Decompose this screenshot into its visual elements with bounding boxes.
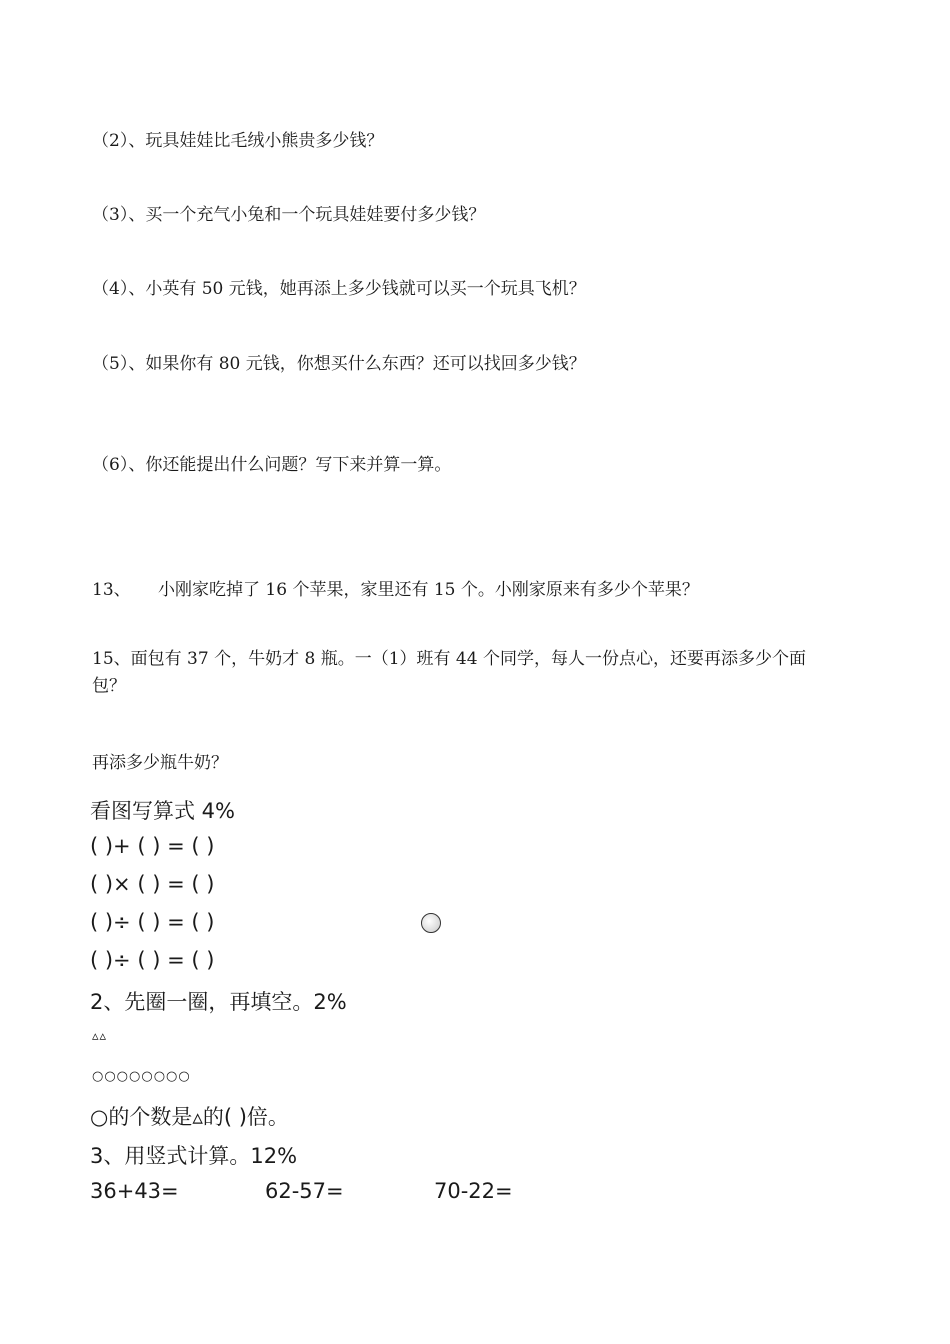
equation-row: ( )÷ ( ) = ( ) bbox=[90, 948, 215, 972]
equation-row: ( )÷ ( ) = ( ) bbox=[90, 910, 215, 934]
problem-13-text: 小刚家吃掉了 16 个苹果，家里还有 15 个。小刚家原来有多少个苹果？ bbox=[158, 580, 699, 600]
equation-row: ( )× ( ) = ( ) bbox=[90, 872, 215, 896]
problem-13-number: 13、 bbox=[92, 580, 131, 600]
calc-item: 36+43= bbox=[90, 1179, 179, 1203]
question-5: （5）、如果你有 80 元钱，你想买什么东西？还可以找回多少钱？ bbox=[92, 354, 586, 374]
question-4: （4）、小英有 50 元钱，她再添上多少钱就可以买一个玩具飞机？ bbox=[92, 279, 586, 299]
calc-item: 62-57= bbox=[265, 1179, 344, 1203]
question-3: （3）、买一个充气小兔和一个玩具娃娃要付多少钱？ bbox=[92, 205, 486, 225]
triangle-row: ▵▵ bbox=[92, 1029, 108, 1044]
fill-in-sentence: ○的个数是▵的( )倍。 bbox=[90, 1105, 289, 1129]
problem-15-text: 15、面包有 37 个，牛奶才 8 瓶。一（1）班有 44 个同学，每人一份点心，还要再添多少个面包？ bbox=[92, 649, 806, 696]
problem-15-followup: 再添多少瓶牛奶？ bbox=[92, 753, 228, 773]
circle-row: ○○○○○○○○ bbox=[92, 1069, 191, 1084]
equation-row: ( )+ ( ) = ( ) bbox=[90, 834, 215, 858]
question-6: （6）、你还能提出什么问题？写下来并算一算。 bbox=[92, 455, 452, 475]
circle-marker-icon bbox=[421, 913, 441, 933]
question-2: （2）、玩具娃娃比毛绒小熊贵多少钱？ bbox=[92, 131, 384, 151]
section-vertical-title: 3、用竖式计算。12% bbox=[90, 1144, 298, 1168]
calc-item: 70-22= bbox=[434, 1179, 513, 1203]
section-circle-title: 2、先圈一圈，再填空。2% bbox=[90, 990, 347, 1014]
section-picture-title: 看图写算式 4% bbox=[90, 799, 235, 823]
